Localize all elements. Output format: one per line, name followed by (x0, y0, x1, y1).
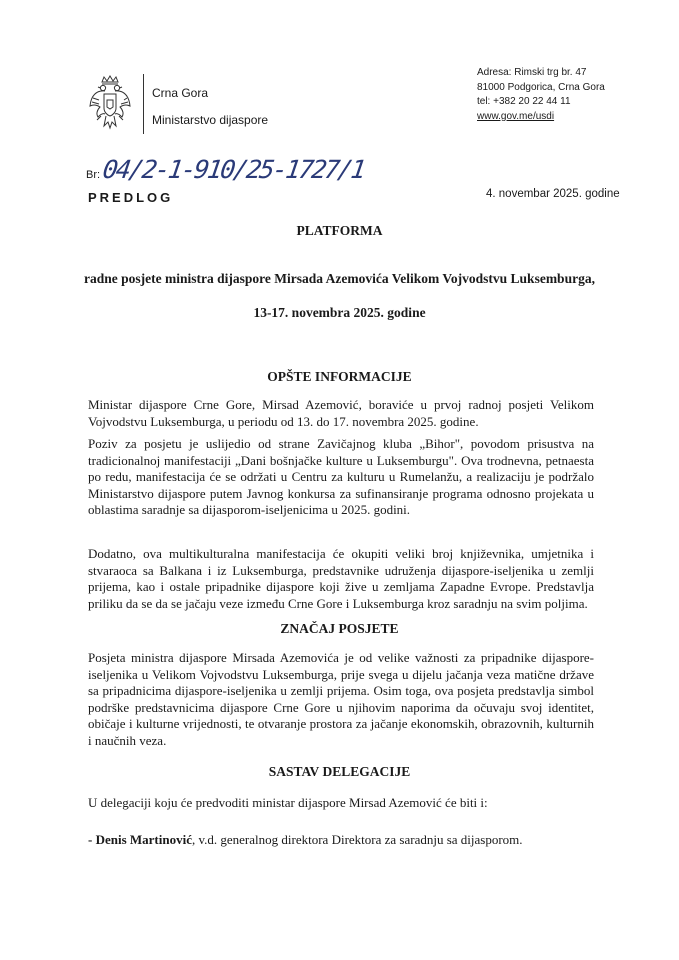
country-name: Crna Gora (152, 86, 209, 100)
header-divider (143, 74, 144, 134)
delegation-member (88, 832, 594, 849)
address-block (477, 66, 605, 124)
coat-of-arms-icon (88, 74, 132, 132)
section-heading-general: OPŠTE INFORMACIJE (267, 369, 412, 384)
document-subtitle: radne posjete ministra dijaspore Mirsada Azemovića Velikom Vojvodstvu Luksemburga, (84, 271, 595, 286)
website-link[interactable]: www.gov.me/usdi (477, 110, 555, 122)
address-line: Adresa: Rimski trg br. 47 (477, 67, 587, 78)
document-date: 4. novembar 2025. godine (486, 188, 620, 200)
delegation-member-name: - Denis Martinović (88, 832, 192, 847)
visit-dates: 13-17. novembra 2025. godine (253, 305, 426, 320)
ministry-name: Ministarstvo dijaspore (152, 113, 269, 127)
paragraph-delegation-intro: U delegaciji koju će predvoditi ministar dijaspore Mirsad Azemović će biti i: (88, 795, 488, 810)
paragraph-general-1: Ministar dijaspore Crne Gore, Mirsad Azemović, boraviće u prvoj radnoj posjeti Velikom Vojvodstvu Luksemburga, u periodu od 13. do 17. novembra 2025. godine. (88, 397, 594, 429)
city-line: 81000 Podgorica, Crna Gora (477, 81, 605, 93)
paragraph-significance: Posjeta ministra dijaspore Mirsada Azemovića je od velike važnosti za pripadnike dijaspore-iseljenika u Velikom Vojvodstvu Luksemburga, prije svega u dijelu jačanja veza matične države sa pripadnicima dijaspore-iseljenika u zemlji prijema. Osim toga, ova posjeta predstavlja simbol podrške predstavnicima dijaspore Crne Gore u njihovim naporima da očuvaju svoj identitet, običaje i kulturne vrijednosti, te otvaranje prostora za jačanje ekonomskih, obrazovnih, kulturnih i naučnih veza. (88, 650, 594, 748)
document-status: PREDLOG (88, 190, 174, 205)
phone-line: tel: +382 20 22 44 11 (477, 96, 571, 107)
document-title: PLATFORMA (296, 223, 383, 238)
section-heading-significance: ZNAČAJ POSJETE (280, 621, 399, 636)
paragraph-general-3: Dodatno, ova multikulturalna manifestacija će okupiti veliki broj književnika, umjetnika i stvaraoca sa Balkana i iz Luksemburga, predstavnike udruženja dijaspore-iseljenika u zemlji prijema, kao i ostale pripadnike dijaspore koji žive u zemljama Zapadne Evrope. Predstavlja priliku da se da se jačaju veze između Crne Gore i Luksemburga kroz saradnju na svim poljima. (88, 546, 594, 611)
reference-number-handwritten: 04/2-1-910/25-1727/1 (100, 155, 367, 184)
paragraph-general-2: Poziv za posjetu je uslijedio od strane Zavičajnog kluba „Bihor", povodom prisustva na tradicionalnoj manifestaciji „Dani bošnjačke kulture u Luksemburgu". Ova trodnevna, petnaesta po redu, manifestacija će se održati u Centru za kulturu u Rumelanžu, a realizaciju je podržalo Ministarstvo dijaspore putem Javnog konkursa za sufinansiranje programa odnosno projekata u oblastima saradnje sa dijasporom-iseljenicima u 2025. godini. (88, 436, 594, 517)
section-heading-delegation: SASTAV DELEGACIJE (268, 764, 411, 779)
delegation-member-role: , v.d. generalnog direktora Direktora za saradnju sa dijasporom. (191, 832, 523, 847)
reference-label: Br: (86, 169, 101, 181)
